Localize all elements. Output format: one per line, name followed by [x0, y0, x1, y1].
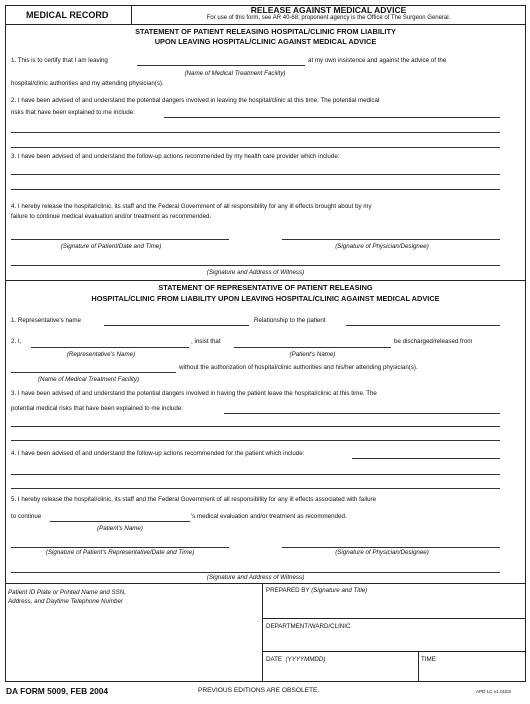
s2-item2-discharged: be discharged/released from — [394, 338, 473, 345]
form-title: RELEASE AGAINST MEDICAL ADVICE — [250, 5, 407, 15]
s2-physician-signature-field[interactable] — [282, 547, 500, 548]
s1-item1-text-b: at my own insistence and against the advice of the — [308, 57, 447, 64]
s1-patient-signature-field[interactable] — [11, 239, 229, 240]
s2-relationship-label: Relationship to the patient — [254, 317, 326, 324]
s2-item3-text-b: potential medical risks that have been explained to me include: — [11, 405, 183, 412]
department-field[interactable] — [264, 632, 524, 651]
s1-witness-signature-caption: (Signature and Address of Witness) — [206, 269, 305, 276]
patient-id-area[interactable] — [6, 610, 261, 681]
header-bottom-rule — [5, 24, 526, 25]
s1-risks-field-2[interactable] — [11, 132, 500, 133]
s2-followup-field-1[interactable] — [352, 458, 500, 459]
s2-facility-caption: (Name of Medical Treatment Facility) — [38, 376, 139, 383]
s2-item5-text: 5. I hereby release the hospital/clinic, its staff and the Federal Government of all responsibility for any ill effects associated with failure — [11, 496, 377, 503]
medical-record-label: MEDICAL RECORD — [26, 10, 109, 20]
s2-patient-name-caption: (Patient's Name) — [289, 351, 336, 358]
prepared-by-rule — [262, 618, 526, 619]
s1-item2-text: 2. I have been advised of and understand the potential dangers involved in leaving the hospital/clinic at this time. The potential medical — [11, 97, 380, 104]
s2-risks-field-2[interactable] — [11, 426, 500, 427]
s1-item4-text-b: failure to continue medical evaluation and/or treatment as recommended. — [11, 213, 212, 220]
s2-item3-text: 3. I have been advised of and understand the potential dangers involved in having the patient leave the hospital/clinic at this time. The — [11, 390, 377, 397]
section-divider — [5, 280, 526, 281]
s1-witness-signature-field[interactable] — [11, 265, 500, 266]
s2-relationship-field[interactable] — [346, 325, 500, 326]
prepared-by-label: PREPARED BY (Signature and Title) — [266, 587, 368, 594]
s1-item1-text-c: hospital/clinic authorities and my attending physician(s). — [11, 80, 164, 87]
s2-patient-name-caption-2: (Patient's Name) — [97, 525, 143, 532]
s1-item2-text-b: risks that have been explained to me include: — [11, 109, 135, 116]
department-label: DEPARTMENT/WARD/CLINIC — [266, 623, 351, 630]
s2-physician-signature-caption: (Signature of Physician/Designee) — [335, 549, 429, 556]
time-label: TIME — [421, 656, 436, 663]
footer-top-rule — [5, 583, 526, 584]
patient-id-label-2: Address, and Daytime Telephone Number — [8, 598, 123, 605]
date-time-divider — [418, 651, 419, 682]
s2-followup-field-3[interactable] — [11, 488, 500, 489]
s2-representative-name-field[interactable] — [104, 325, 249, 326]
department-rule — [262, 651, 526, 652]
s1-facility-caption: (Name of Medical Treatment Facility) — [184, 70, 286, 77]
form-subtitle: For use of this form, see AR 40-68; proponent agency is the Office of The Surgeon General. — [206, 15, 451, 21]
s2-item2-insist: , insist that — [191, 338, 221, 345]
s1-physician-signature-field[interactable] — [282, 239, 500, 240]
s2-item5-text-b: to continue — [11, 513, 42, 520]
section2-title-line2: HOSPITAL/CLINIC FROM LIABILITY UPON LEAVING HOSPITAL/CLINIC AGAINST MEDICAL ADVICE — [91, 294, 440, 303]
section1-title-line2: UPON LEAVING HOSPITAL/CLINIC AGAINST MEDICAL ADVICE — [154, 37, 377, 46]
s2-rep-name-field[interactable] — [31, 347, 189, 348]
s2-risks-field-3[interactable] — [11, 440, 500, 441]
version-label: APD LC v1.01ES — [476, 689, 512, 694]
section2-title-line1: STATEMENT OF REPRESENTATIVE OF PATIENT RELEASING — [158, 283, 373, 292]
s1-item1-text: 1. This is to certify that I am leaving — [11, 57, 108, 64]
s2-witness-signature-field[interactable] — [11, 572, 500, 573]
s2-witness-signature-caption: (Signature and Address of Witness) — [206, 574, 305, 581]
s2-rep-signature-field[interactable] — [11, 547, 229, 548]
s2-item2-text-d: without the authorization of hospital/clinic authorities and his/her attending physician(s). — [179, 364, 418, 371]
s1-followup-field-2[interactable] — [11, 189, 500, 190]
s1-physician-signature-caption: (Signature of Physician/Designee) — [335, 243, 429, 250]
section1-title-line1: STATEMENT OF PATIENT RELEASING HOSPITAL/CLINIC FROM LIABILITY — [135, 27, 396, 36]
date-field[interactable] — [264, 665, 416, 681]
s2-risks-field-1[interactable] — [224, 413, 500, 414]
s2-item4-text: 4. I have been advised of and understand the follow-up actions recommended for the patient which include: — [11, 450, 305, 457]
footer-divider — [262, 583, 263, 682]
date-label: DATE (YYYYMMDD) — [266, 656, 326, 663]
s1-risks-field-3[interactable] — [11, 147, 500, 148]
s2-facility-field[interactable] — [11, 372, 176, 373]
s2-item5-text-c: 's medical evaluation and/or treatment as recommended. — [191, 513, 347, 520]
s2-patient-name-field[interactable] — [234, 347, 391, 348]
prepared-by-field[interactable] — [264, 596, 524, 618]
s1-item3-text: 3. I have been advised of and understand the follow-up actions recommended by my health care provider which include: — [11, 153, 340, 160]
s2-followup-field-2[interactable] — [11, 474, 500, 475]
s2-item1-text: 1. Representative's name — [11, 317, 81, 324]
s2-rep-name-caption: (Representative's Name) — [66, 351, 136, 358]
obsolete-notice: PREVIOUS EDITIONS ARE OBSOLETE. — [198, 687, 320, 694]
time-field[interactable] — [420, 665, 524, 681]
s2-patient-name-field-2[interactable] — [50, 521, 190, 522]
s1-patient-signature-caption: (Signature of Patient/Date and Time) — [60, 243, 162, 250]
s1-facility-name-field[interactable] — [137, 65, 305, 66]
patient-id-label-1: Patient ID Plate or Printed Name and SSN, — [8, 589, 126, 596]
form-number: DA FORM 5009, FEB 2004 — [6, 686, 109, 696]
s2-rep-signature-caption: (Signature of Patient's Representative/Date and Time) — [45, 549, 195, 556]
s1-item4-text: 4. I hereby release the hospital/clinic, its staff and the Federal Government of all responsibility for any ill effects brought about by my — [11, 203, 372, 210]
s1-followup-field-1[interactable] — [11, 174, 500, 175]
s2-item2-text: 2. I, — [11, 338, 22, 345]
s1-risks-field-1[interactable] — [164, 117, 500, 118]
